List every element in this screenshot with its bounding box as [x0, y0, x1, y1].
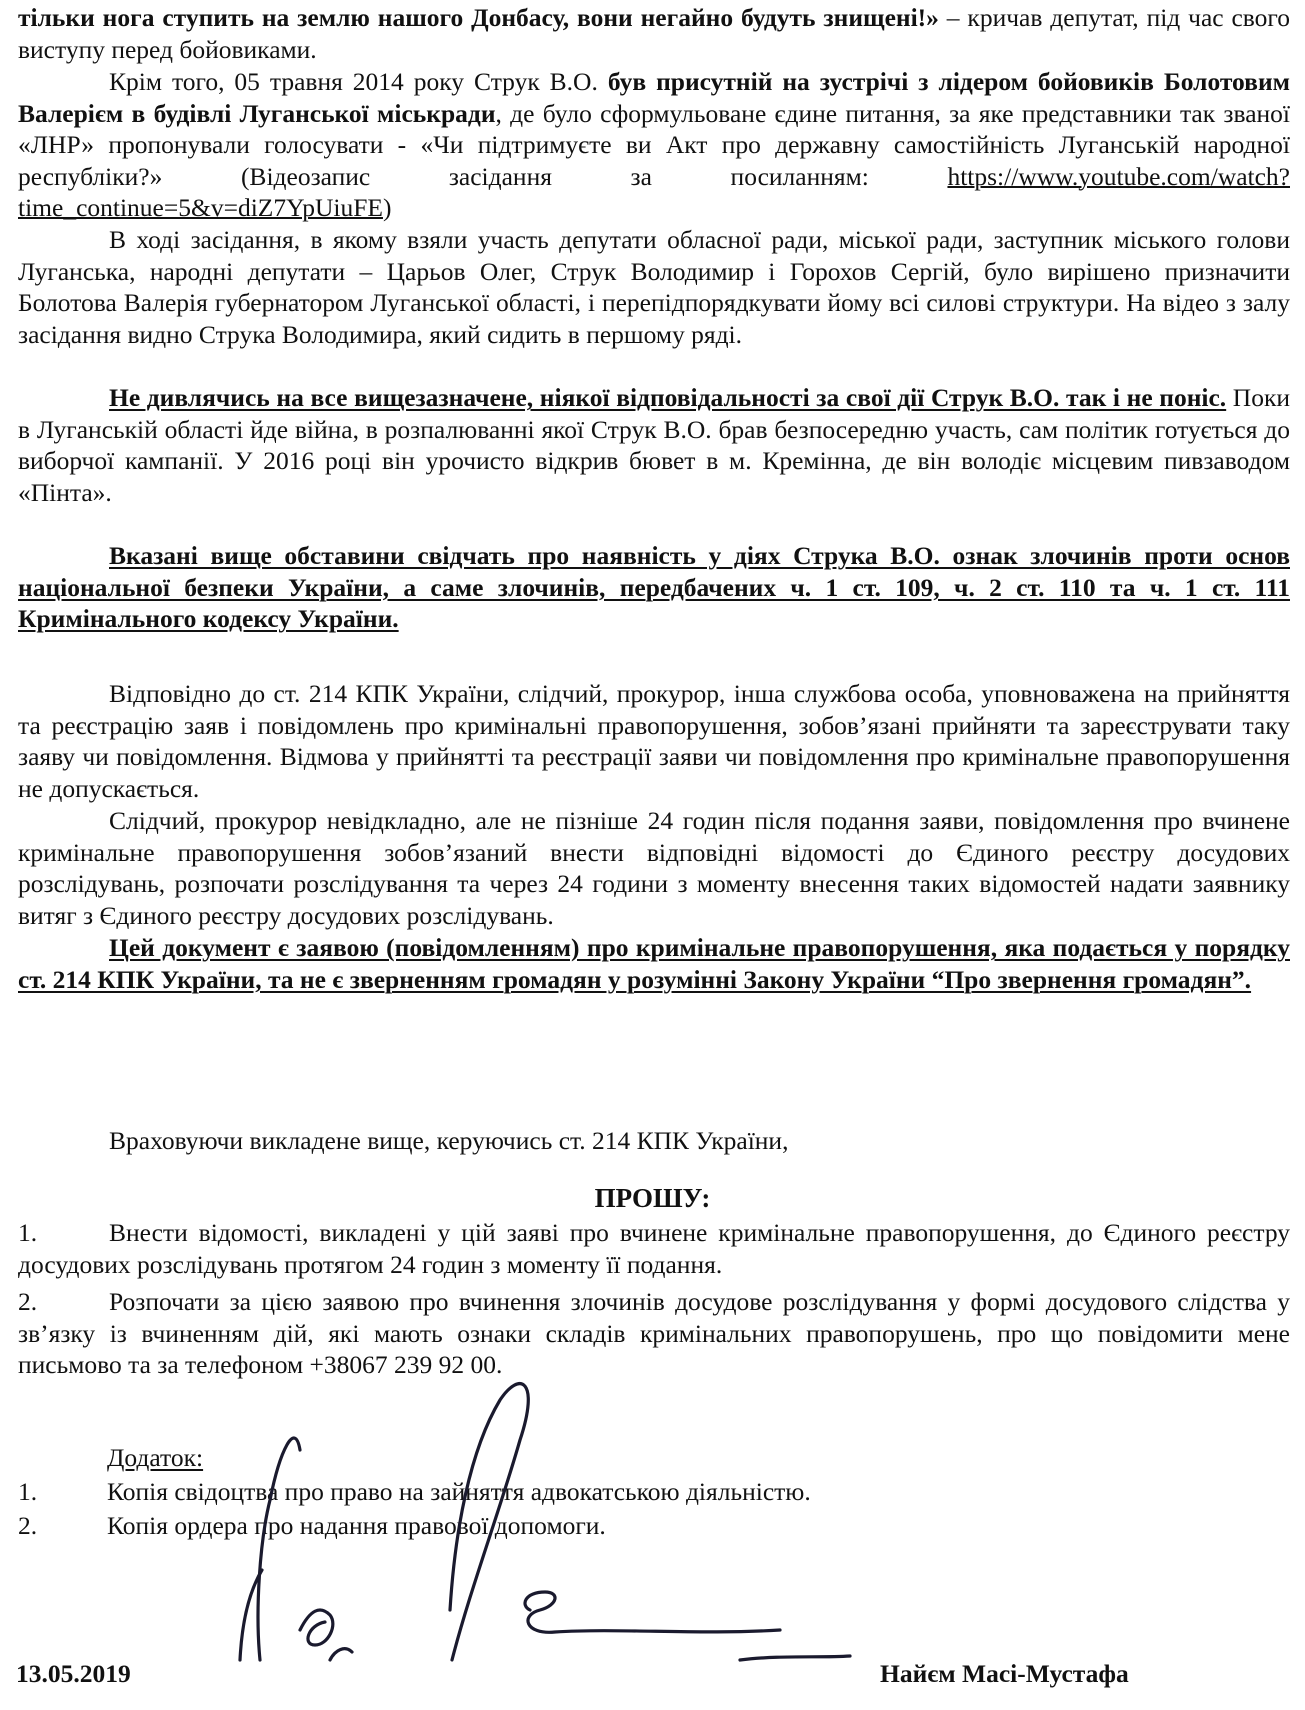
statement-notice-bold: Цей документ є заявою (повідомленням) про кримінальне правопорушення, яка подається у порядку ст. 214 КПК України, та не є зверненням громадян у розумінні Закону України “Про звернення громадян”.: [18, 933, 1290, 994]
request-item-number: 2.: [18, 1287, 38, 1316]
paragraph-considering: Враховуючи викладене вище, керуючись ст. 214 КПК України,: [109, 1126, 789, 1155]
appendix-item-number: 2.: [18, 1511, 38, 1540]
paragraph-meeting: [18, 66, 1290, 224]
paragraph-statement-notice: [18, 932, 1290, 995]
appendix-item-text: Копія свідоцтва про право на зайняття адвокатською діяльністю.: [107, 1477, 811, 1506]
paragraph-investigator: Слідчий, прокурор невідкладно, але не пізніше 24 годин після подання заяви, повідомлення про вчинене кримінальне правопорушення зобов’язаний внести відповідні відомості до Єдиного реєстру досудових розслідувань, розпочати розслідування та через 24 години з моменту внесення таких відомостей надати заявнику витяг з Єдиного реєстру досудових розслідувань.: [18, 806, 1290, 930]
document-date: 13.05.2019: [16, 1659, 131, 1688]
request-item-text: Розпочати за цією заявою про вчинення злочинів досудове розслідування у формі досудового слідства у зв’язку із вчиненням дій, які мають ознаки складів кримінальних правопорушень, про що повідомити мене письмово та за телефоном +38067 239 92 00.: [18, 1287, 1290, 1379]
paragraph-no-responsibility: [18, 382, 1290, 508]
video-link[interactable]: https://www.youtube.com/watch?time_continue=5&v=diZ7YpUiuFE: [18, 161, 1290, 222]
meeting-text-a: Крім того, 05 травня 2014 року Струк В.О.: [109, 67, 608, 96]
appendix-title-text: Додаток:: [107, 1443, 204, 1472]
no-responsibility-rest: Поки в Луганській області йде війна, в розпалюванні якої Струк В.О. брав безпосередню участь, сам політик готується до виборчої кампанії. У 2016 році він урочисто відкрив бювет в м. Кремінна, де він володіє місцевим пивзаводом «Пінта».: [18, 383, 1290, 507]
appendix-item-number: 1.: [18, 1477, 38, 1506]
signer-name: Найєм Масі-Мустафа: [880, 1659, 1129, 1688]
request-item-number: 1.: [18, 1218, 38, 1247]
paragraph-crimes: [18, 540, 1290, 635]
request-item-text: Внести відомості, викладені у цій заяві про вчинене кримінальне правопорушення, до Єдиного реєстру досудових розслідувань протягом 24 годин з моменту її подання.: [18, 1218, 1290, 1279]
appendix-item-text: Копія ордера про надання правової допомоги.: [107, 1511, 606, 1540]
speech-quote-bold: тільки нога ступить на землю нашого Донбасу, вони негайно будуть знищені!»: [18, 3, 939, 32]
crimes-bold: Вказані вище обставини свідчать про наявність у діях Струка В.О. ознак злочинів проти основ національної безпеки України, а саме злочинів, передбачених ч. 1 ст. 109, ч. 2 ст. 110 та ч. 1 ст. 111 Кримінального кодексу України.: [18, 541, 1290, 633]
meeting-text-b: , де було сформульоване єдине питання, за яке представники так званої «ЛНР» пропонували голосувати - «Чи підтримуєте ви Акт про державну самостійність Луганській народної республіки?» (Відеозапис засідання за посиланням:: [18, 98, 1290, 191]
speech-quote-rest: – кричав депутат, під час свого виступу перед бойовиками.: [18, 3, 1290, 64]
meeting-text-c: ): [382, 193, 392, 222]
request-item: [18, 1217, 1290, 1280]
paragraph-article-214: Відповідно до ст. 214 КПК України, слідчий, прокурор, інша службова особа, уповноважена на прийняття та реєстрацію заяв і повідомлень про кримінальні правопорушення, зобов’язані прийняти та зареєструвати таку заяву чи повідомлення. Відмова у прийнятті та реєстрації заяви чи повідомлення про кримінальне правопорушення не допускається.: [18, 679, 1290, 803]
meeting-text-bold: був присутній на зустрічі з лідером бойовиків Болотовим Валерієм в будівлі Луганської міськради: [18, 67, 1291, 128]
request-title: ПРОШУ:: [594, 1183, 711, 1213]
no-responsibility-bold: Не дивлячись на все вищезазначене, ніякої відповідальності за свої дії Струк В.О. так і не поніс.: [109, 383, 1227, 412]
paragraph-session: В ході засідання, в якому взяли участь депутати обласної ради, міської ради, заступник міського голови Луганська, народні депутати – Царьов Олег, Струк Володимир і Горохов Сергій, було вирішено призначити Болотова Валерія губернатором Луганської області, і перепідпорядкувати йому всі силові структури. На відео з залу засідання видно Струка Володимира, який сидить в першому ряді.: [18, 225, 1290, 349]
paragraph-speech-quote: [18, 2, 1290, 65]
appendix-title: [107, 1442, 203, 1474]
handwritten-signature: [220, 1360, 860, 1700]
